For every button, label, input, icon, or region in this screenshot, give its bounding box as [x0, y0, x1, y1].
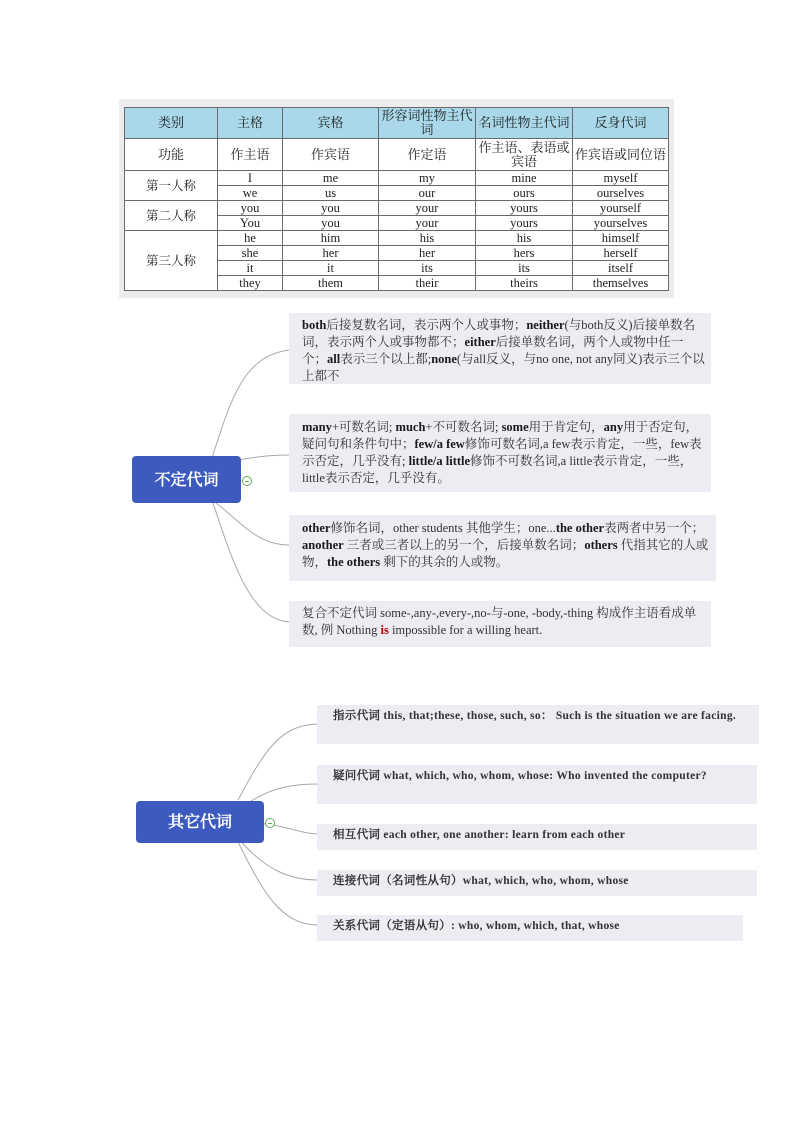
table-cell: 作宾语 — [283, 139, 379, 171]
table-cell: yourselves — [573, 216, 669, 231]
table-group-label: 第二人称 — [125, 201, 218, 231]
table-cell: mine — [476, 171, 573, 186]
table-header-cell: 类别 — [125, 108, 218, 139]
table-cell: yours — [476, 201, 573, 216]
table-cell: her — [283, 246, 379, 261]
table-header-cell: 宾格 — [283, 108, 379, 139]
table-cell: 作定语 — [379, 139, 476, 171]
table-cell: its — [379, 261, 476, 276]
table-cell: 作宾语或同位语 — [573, 139, 669, 171]
other-node-conjunctive: 连接代词（名词性从句）what, which, who, whom, whose — [317, 870, 757, 896]
other-node-relative: 关系代词（定语从句）: who, whom, which, that, whose — [317, 915, 743, 941]
other-node-reciprocal: 相互代词 each other, one another: learn from each other — [317, 824, 757, 850]
other-node-demonstrative: 指示代词 this, that;these, those, such, so： Such is the situation we are facing. — [317, 705, 759, 744]
table-cell: yourself — [573, 201, 669, 216]
table-cell: we — [218, 186, 283, 201]
collapse-icon[interactable] — [242, 476, 252, 486]
table-cell: itself — [573, 261, 669, 276]
table-cell: she — [218, 246, 283, 261]
table-cell: him — [283, 231, 379, 246]
table-cell: their — [379, 276, 476, 291]
table-cell: me — [283, 171, 379, 186]
table-cell: he — [218, 231, 283, 246]
indef-node-other-another: other修饰名词，other students 其他学生；one...the other表两者中另一个；another 三者或三者以上的另一个，后接单数名词；others 代指其它的人或物，the others 剩下的其余的人或物。 — [289, 515, 716, 581]
table-cell: our — [379, 186, 476, 201]
table-cell: them — [283, 276, 379, 291]
table-cell: it — [218, 261, 283, 276]
table-cell: you — [218, 201, 283, 216]
table-cell: you — [283, 201, 379, 216]
table-cell: yours — [476, 216, 573, 231]
table-cell: theirs — [476, 276, 573, 291]
table-cell: You — [218, 216, 283, 231]
table-cell: us — [283, 186, 379, 201]
table-group-label: 第三人称 — [125, 231, 218, 291]
table-header-cell: 反身代词 — [573, 108, 669, 139]
emphasis-is: is — [380, 623, 389, 637]
table-cell: your — [379, 216, 476, 231]
table-header-cell: 主格 — [218, 108, 283, 139]
table-cell: its — [476, 261, 573, 276]
table-cell: myself — [573, 171, 669, 186]
table-cell: his — [379, 231, 476, 246]
table-cell: my — [379, 171, 476, 186]
table-cell: 功能 — [125, 139, 218, 171]
table-header-cell: 形容词性物主代词 — [379, 108, 476, 139]
table-group-label: 第一人称 — [125, 171, 218, 201]
table-header-cell: 名词性物主代词 — [476, 108, 573, 139]
indef-node-many-much: many+可数名词; much+不可数名词; some用于肯定句，any用于否定句，疑问句和条件句中；few/a few修饰可数名词,a few表示肯定，一些，few表示否定，几乎没有; little/a little修饰不可数名词,a little表示肯定，一些，little表示否定，几乎没有。 — [289, 414, 711, 492]
table-cell: it — [283, 261, 379, 276]
table-cell: ourselves — [573, 186, 669, 201]
table-cell: ours — [476, 186, 573, 201]
table-cell: her — [379, 246, 476, 261]
table-cell: they — [218, 276, 283, 291]
indef-node-compound: 复合不定代词 some-,any-,every-,no-与-one, -body,-thing 构成作主语看成单数, 例 Nothing is impossible for a willing heart. — [289, 601, 711, 647]
indefinite-pronoun-hub: 不定代词 — [132, 456, 241, 503]
other-pronoun-hub: 其它代词 — [136, 801, 264, 843]
collapse-icon[interactable] — [265, 818, 275, 828]
table-cell: you — [283, 216, 379, 231]
table-cell: 作主语、表语或宾语 — [476, 139, 573, 171]
table-cell: herself — [573, 246, 669, 261]
table-cell: your — [379, 201, 476, 216]
table-cell: himself — [573, 231, 669, 246]
table-cell: his — [476, 231, 573, 246]
table-cell: I — [218, 171, 283, 186]
table-cell: hers — [476, 246, 573, 261]
table-cell: 作主语 — [218, 139, 283, 171]
other-node-interrogative: 疑问代词 what, which, who, whom, whose: Who invented the computer? — [317, 765, 757, 804]
table-cell: themselves — [573, 276, 669, 291]
indef-node-both-neither: both后接复数名词，表示两个人或事物；neither(与both反义)后接单数名词，表示两个人或事物都不；either后接单数名词，两个人或物中任一个；all表示三个以上都;none(与all反义，与no one, not any同义)表示三个以上都不 — [289, 313, 711, 384]
